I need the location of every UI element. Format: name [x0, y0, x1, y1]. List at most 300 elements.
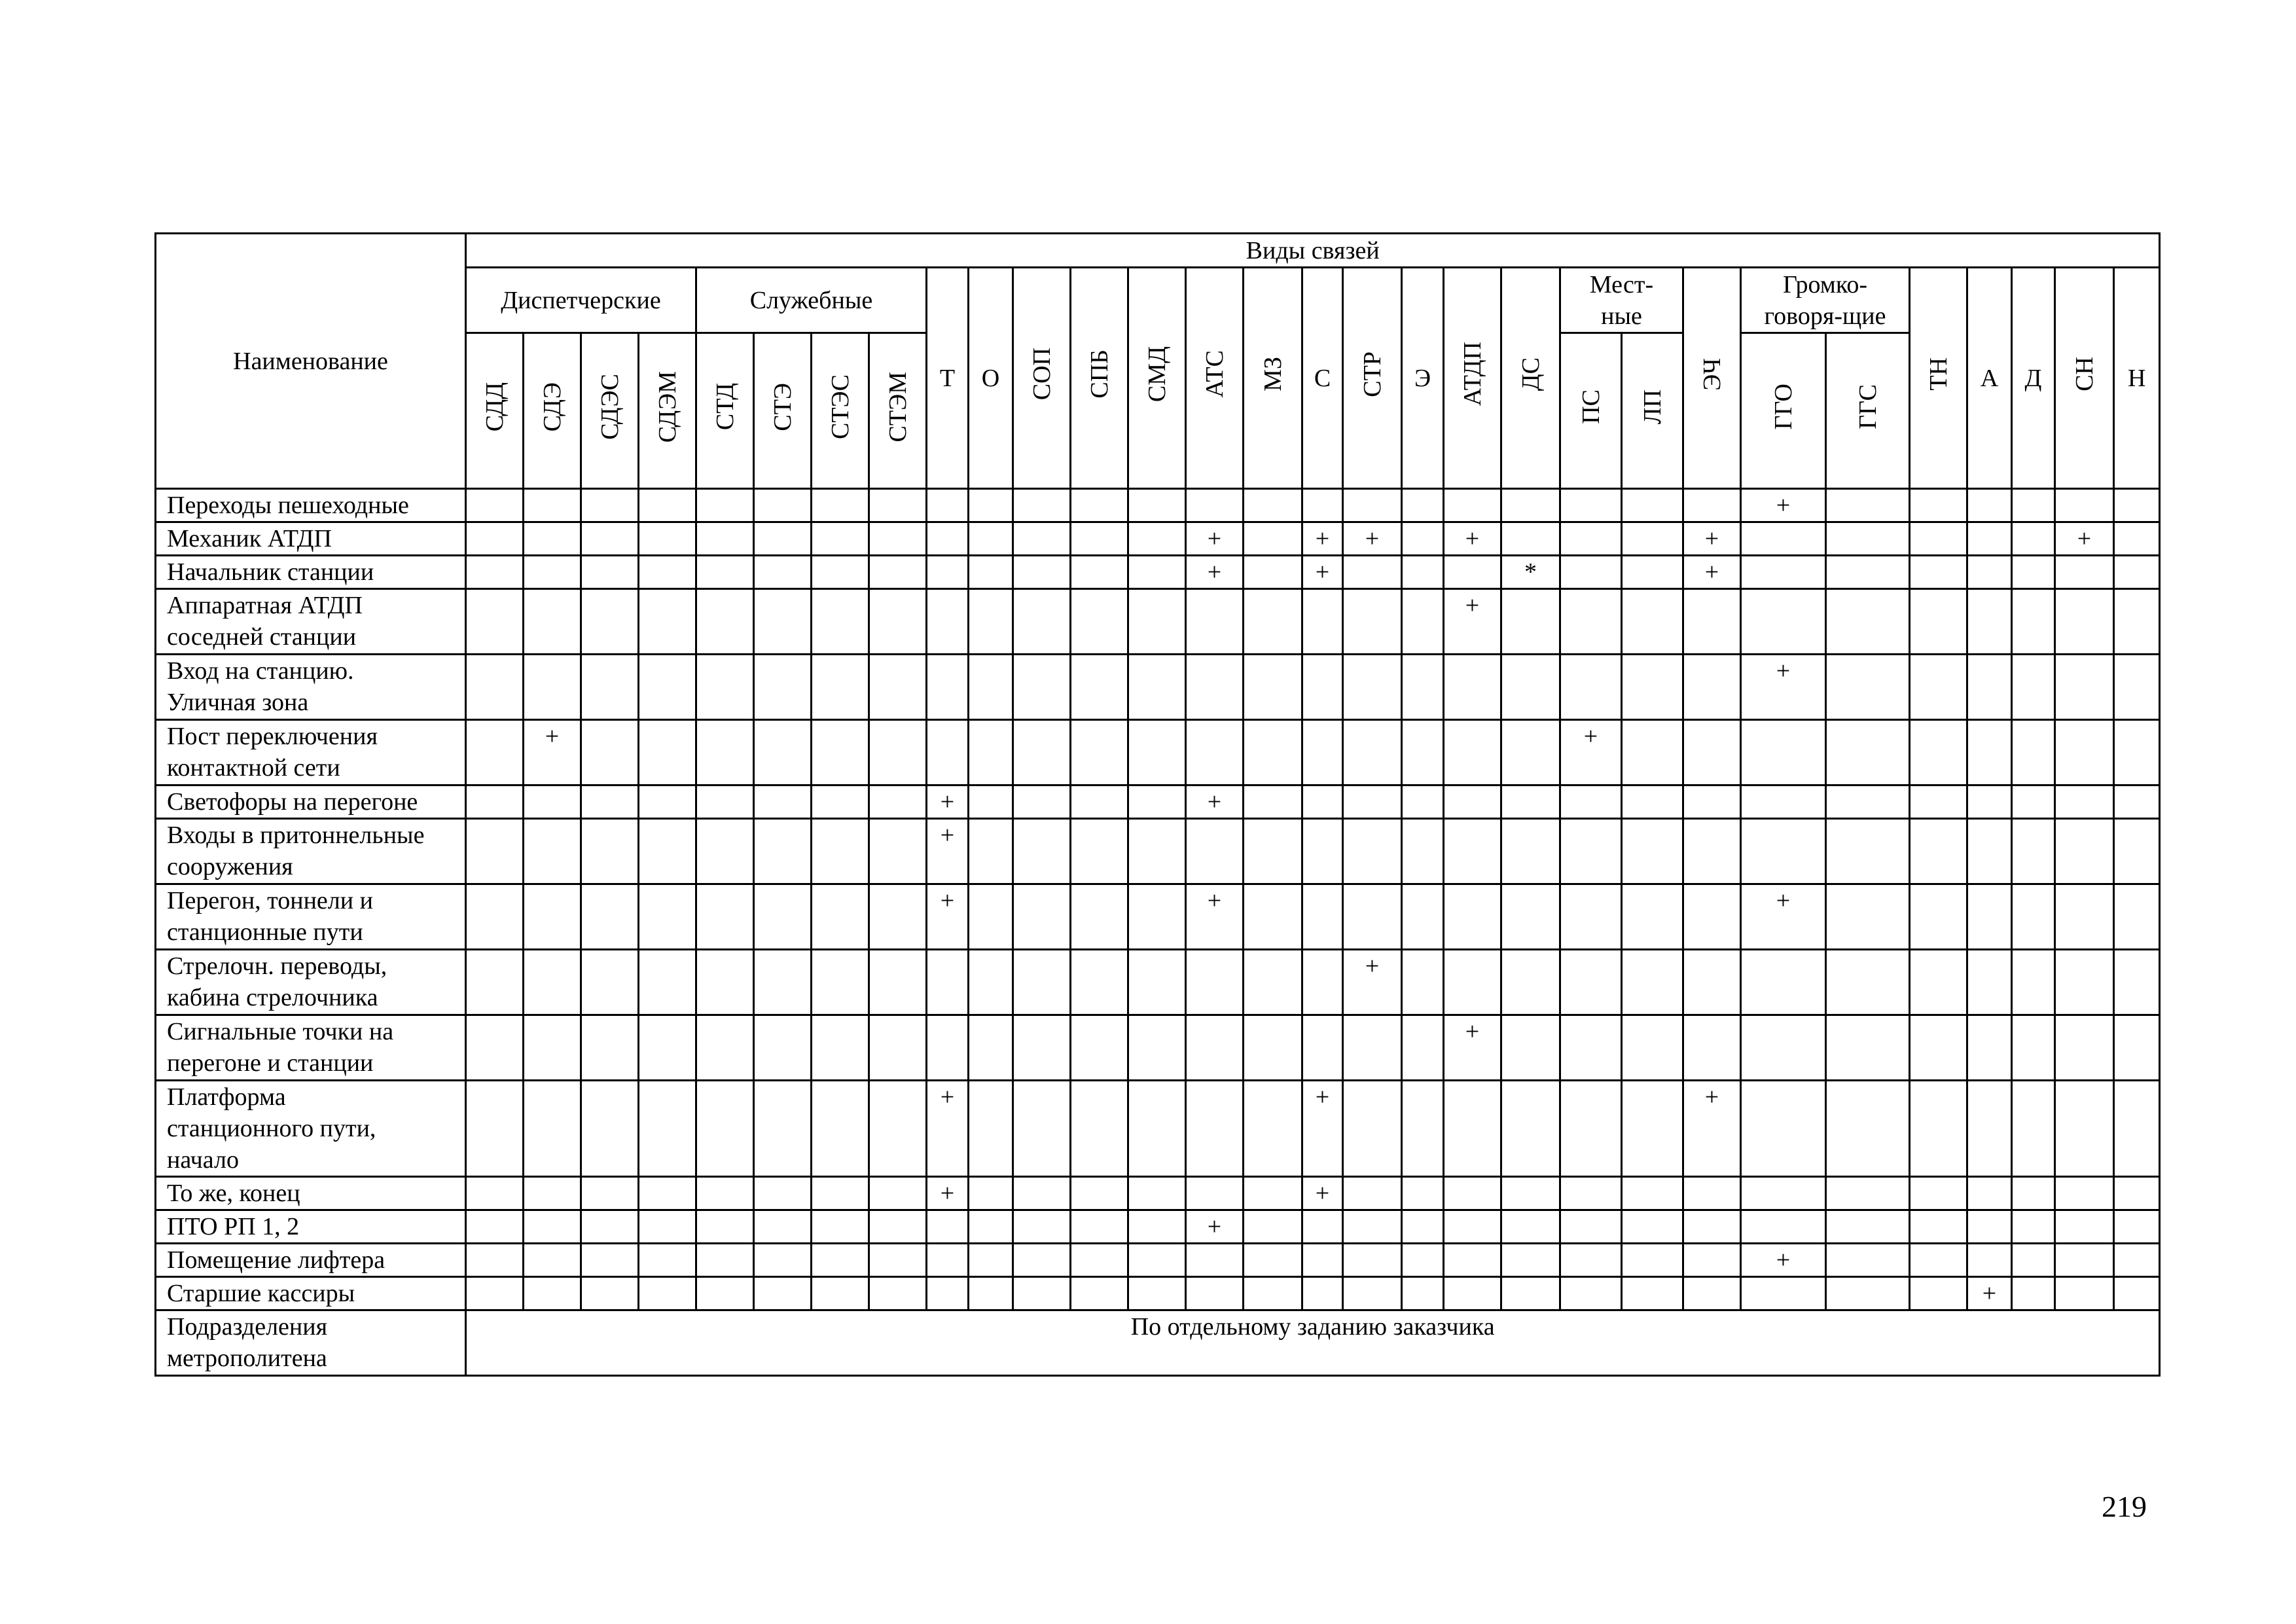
cell-сдэс [581, 1015, 639, 1081]
cell-с [1302, 655, 1343, 720]
cell-стэс [812, 950, 869, 1015]
cell-ггс [1826, 785, 1910, 819]
cell-сдд [466, 655, 524, 720]
cell-сн [2055, 1081, 2114, 1177]
cell-стд [696, 950, 754, 1015]
cell-о [969, 1277, 1013, 1310]
cell-атс [1186, 1277, 1244, 1310]
col-header-с: С [1302, 268, 1343, 489]
cell-сдэм [639, 1081, 696, 1177]
cell-с: + [1302, 1177, 1343, 1210]
cell-спб [1071, 720, 1128, 785]
cell-смд [1128, 950, 1186, 1015]
cell-сн [2055, 556, 2114, 589]
cell-смд [1128, 1277, 1186, 1310]
cell-стр [1343, 720, 1402, 785]
cell-соп [1013, 655, 1071, 720]
cell-н [2114, 522, 2160, 556]
cell-н [2114, 785, 2160, 819]
cell-сдэм [639, 556, 696, 589]
cell-гго [1741, 1210, 1826, 1244]
cell-э [1402, 819, 1444, 884]
cell-атдп [1444, 720, 1501, 785]
table-row [156, 1177, 2160, 1210]
cell-атс [1186, 1244, 1244, 1277]
cell-соп [1013, 1081, 1071, 1177]
row-name: ПТО РП 1, 2 [156, 1210, 466, 1244]
cell-н [2114, 1081, 2160, 1177]
cell-лп [1622, 720, 1683, 785]
cell-соп [1013, 785, 1071, 819]
cell-мз [1244, 655, 1302, 720]
cell-смд [1128, 556, 1186, 589]
cell-лп [1622, 522, 1683, 556]
cell-с [1302, 1244, 1343, 1277]
cell-стэ [754, 1244, 812, 1277]
cell-спб [1071, 589, 1128, 655]
cell-тн [1910, 522, 1967, 556]
cell-н [2114, 1277, 2160, 1310]
cell-пс [1560, 1277, 1622, 1310]
cell-стэ [754, 884, 812, 950]
col-header-стэ [754, 333, 812, 489]
cell-ггс [1826, 556, 1910, 589]
cell-соп [1013, 950, 1071, 1015]
cell-атдп [1444, 1210, 1501, 1244]
cell-сдэ [524, 1210, 581, 1244]
cell-с: + [1302, 556, 1343, 589]
table-row [156, 950, 2160, 1015]
cell-ггс [1826, 489, 1910, 522]
cell-эч [1683, 1210, 1741, 1244]
group-header-communication-types: Виды связей [466, 234, 2160, 268]
cell-пс [1560, 489, 1622, 522]
cell-лп [1622, 1177, 1683, 1210]
cell-соп [1013, 1177, 1071, 1210]
col-header-спб-label: СПБ [1085, 350, 1113, 399]
cell-а [1967, 489, 2012, 522]
cell-стэ [754, 1015, 812, 1081]
cell-смд [1128, 720, 1186, 785]
cell-смд [1128, 1244, 1186, 1277]
cell-стд [696, 1277, 754, 1310]
cell-стэ [754, 589, 812, 655]
cell-стр [1343, 1015, 1402, 1081]
cell-смд [1128, 1177, 1186, 1210]
cell-смд [1128, 1015, 1186, 1081]
cell-стэ [754, 1177, 812, 1210]
col-header-соп-label: СОП [1028, 348, 1056, 401]
cell-стэм [869, 884, 927, 950]
cell-ггс [1826, 1177, 1910, 1210]
cell-т [927, 1015, 969, 1081]
col-header-сн-label: СН [2070, 357, 2098, 391]
cell-атдп: + [1444, 522, 1501, 556]
cell-э [1402, 1081, 1444, 1177]
cell-лп [1622, 950, 1683, 1015]
cell-дс [1501, 1015, 1560, 1081]
customer-task-note: По отдельному заданию заказчика [466, 1310, 2160, 1376]
table-row [156, 1081, 2160, 1177]
cell-а [1967, 819, 2012, 884]
cell-атс: + [1186, 884, 1244, 950]
cell-смд [1128, 884, 1186, 950]
cell-ггс [1826, 589, 1910, 655]
cell-сн [2055, 489, 2114, 522]
cell-сдэс [581, 884, 639, 950]
cell-н [2114, 655, 2160, 720]
cell-соп [1013, 720, 1071, 785]
cell-сдд [466, 950, 524, 1015]
cell-пс [1560, 1081, 1622, 1177]
cell-мз [1244, 1081, 1302, 1177]
cell-стэм [869, 819, 927, 884]
cell-тн [1910, 1244, 1967, 1277]
cell-гго: + [1741, 489, 1826, 522]
col-header-стд-label: СТД [711, 383, 739, 431]
cell-сдэ: + [524, 720, 581, 785]
cell-стэм [869, 1081, 927, 1177]
cell-стэ [754, 556, 812, 589]
cell-о [969, 1244, 1013, 1277]
cell-стэс [812, 785, 869, 819]
col-header-соп [1013, 268, 1071, 489]
cell-стэм [869, 950, 927, 1015]
row-name: Светофоры на перегоне [156, 785, 466, 819]
cell-сн [2055, 1177, 2114, 1210]
cell-сдэ [524, 1244, 581, 1277]
cell-тн [1910, 489, 1967, 522]
cell-д [2012, 556, 2055, 589]
cell-д [2012, 522, 2055, 556]
cell-стэс [812, 1210, 869, 1244]
col-header-д: Д [2012, 268, 2055, 489]
cell-стэм [869, 489, 927, 522]
cell-н [2114, 950, 2160, 1015]
cell-с [1302, 1210, 1343, 1244]
col-header-мз [1244, 268, 1302, 489]
cell-тн [1910, 655, 1967, 720]
cell-сдд [466, 522, 524, 556]
cell-о [969, 522, 1013, 556]
cell-эч [1683, 1177, 1741, 1210]
cell-эч [1683, 884, 1741, 950]
cell-стд [696, 1244, 754, 1277]
cell-сн: + [2055, 522, 2114, 556]
cell-сн [2055, 950, 2114, 1015]
cell-стд [696, 884, 754, 950]
cell-атс [1186, 1081, 1244, 1177]
cell-стд [696, 522, 754, 556]
cell-а [1967, 556, 2012, 589]
cell-о [969, 589, 1013, 655]
cell-д [2012, 1244, 2055, 1277]
cell-пс [1560, 819, 1622, 884]
col-header-лп [1622, 333, 1683, 489]
cell-стэ [754, 655, 812, 720]
cell-атдп [1444, 1177, 1501, 1210]
cell-дс [1501, 655, 1560, 720]
cell-мз [1244, 950, 1302, 1015]
cell-д [2012, 1081, 2055, 1177]
cell-лп [1622, 1081, 1683, 1177]
col-header-сдэм [639, 333, 696, 489]
cell-сдэс [581, 589, 639, 655]
cell-атдп [1444, 1244, 1501, 1277]
cell-лп [1622, 1015, 1683, 1081]
cell-сдэс [581, 522, 639, 556]
cell-стэс [812, 556, 869, 589]
cell-сдэм [639, 819, 696, 884]
cell-мз [1244, 785, 1302, 819]
cell-эч [1683, 489, 1741, 522]
cell-мз [1244, 1277, 1302, 1310]
cell-мз [1244, 489, 1302, 522]
cell-тн [1910, 950, 1967, 1015]
cell-эч [1683, 1277, 1741, 1310]
cell-тн [1910, 785, 1967, 819]
cell-атдп [1444, 489, 1501, 522]
cell-стэм [869, 720, 927, 785]
cell-н [2114, 1177, 2160, 1210]
col-header-сдэм-label: СДЭМ [653, 370, 681, 443]
cell-соп [1013, 522, 1071, 556]
cell-д [2012, 1015, 2055, 1081]
col-header-стэс [812, 333, 869, 489]
cell-гго: + [1741, 1244, 1826, 1277]
cell-пс: + [1560, 720, 1622, 785]
table-row [156, 589, 2160, 655]
cell-сдэм [639, 720, 696, 785]
cell-стэ [754, 489, 812, 522]
cell-сдд [466, 819, 524, 884]
cell-о [969, 489, 1013, 522]
cell-сдэ [524, 1015, 581, 1081]
cell-стэс [812, 1081, 869, 1177]
cell-атдп [1444, 884, 1501, 950]
cell-э [1402, 1015, 1444, 1081]
cell-о [969, 1177, 1013, 1210]
cell-лп [1622, 1277, 1683, 1310]
cell-смд [1128, 589, 1186, 655]
cell-эч [1683, 720, 1741, 785]
cell-о [969, 1015, 1013, 1081]
cell-спб [1071, 655, 1128, 720]
cell-гго [1741, 1277, 1826, 1310]
cell-стэм [869, 589, 927, 655]
cell-а [1967, 1244, 2012, 1277]
cell-стд [696, 1210, 754, 1244]
cell-стр [1343, 819, 1402, 884]
cell-гго [1741, 589, 1826, 655]
cell-атс [1186, 720, 1244, 785]
cell-пс [1560, 655, 1622, 720]
cell-стэс [812, 1244, 869, 1277]
cell-т: + [927, 819, 969, 884]
cell-стр [1343, 489, 1402, 522]
cell-э [1402, 950, 1444, 1015]
cell-д [2012, 1277, 2055, 1310]
cell-стд [696, 785, 754, 819]
cell-д [2012, 1177, 2055, 1210]
cell-дс [1501, 522, 1560, 556]
cell-эч: + [1683, 522, 1741, 556]
cell-сдэ [524, 950, 581, 1015]
cell-а [1967, 884, 2012, 950]
cell-т: + [927, 884, 969, 950]
col-header-дс-label: ДС [1516, 357, 1545, 391]
col-header-атдп-label: АТДП [1458, 342, 1486, 406]
col-header-стр [1343, 268, 1402, 489]
cell-стр [1343, 884, 1402, 950]
col-header-н: Н [2114, 268, 2160, 489]
table-row [156, 785, 2160, 819]
cell-стд [696, 556, 754, 589]
cell-стэс [812, 884, 869, 950]
row-name: Механик АТДП [156, 522, 466, 556]
cell-эч: + [1683, 1081, 1741, 1177]
cell-т [927, 720, 969, 785]
cell-тн [1910, 1081, 1967, 1177]
col-header-а: А [1967, 268, 2012, 489]
cell-спб [1071, 1177, 1128, 1210]
cell-стр [1343, 1277, 1402, 1310]
cell-с [1302, 1015, 1343, 1081]
cell-смд [1128, 655, 1186, 720]
cell-э [1402, 785, 1444, 819]
cell-стд [696, 1015, 754, 1081]
col-header-эч [1683, 268, 1741, 489]
cell-д [2012, 1210, 2055, 1244]
cell-мз [1244, 1210, 1302, 1244]
cell-о [969, 785, 1013, 819]
col-header-т: Т [927, 268, 969, 489]
cell-а [1967, 950, 2012, 1015]
cell-э [1402, 1244, 1444, 1277]
cell-т [927, 655, 969, 720]
cell-стэм [869, 556, 927, 589]
cell-спб [1071, 556, 1128, 589]
cell-сдэм [639, 489, 696, 522]
cell-э [1402, 884, 1444, 950]
cell-о [969, 1081, 1013, 1177]
col-header-лп-label: ЛП [1638, 389, 1666, 425]
cell-стэ [754, 522, 812, 556]
cell-эч [1683, 950, 1741, 1015]
cell-с [1302, 1277, 1343, 1310]
cell-сдэм [639, 1277, 696, 1310]
col-header-стэс-label: СТЭС [826, 374, 854, 439]
cell-спб [1071, 1277, 1128, 1310]
cell-стэм [869, 785, 927, 819]
cell-э [1402, 1210, 1444, 1244]
cell-стэс [812, 522, 869, 556]
cell-спб [1071, 489, 1128, 522]
cell-сдэс [581, 556, 639, 589]
cell-стэ [754, 1081, 812, 1177]
cell-сдэ [524, 1277, 581, 1310]
cell-стэс [812, 720, 869, 785]
cell-сдэс [581, 1210, 639, 1244]
cell-эч [1683, 655, 1741, 720]
cell-дс [1501, 489, 1560, 522]
col-header-сдэс-label: СДЭС [596, 374, 624, 440]
cell-сн [2055, 1210, 2114, 1244]
cell-спб [1071, 785, 1128, 819]
cell-мз [1244, 1015, 1302, 1081]
cell-т [927, 1210, 969, 1244]
cell-смд [1128, 1210, 1186, 1244]
cell-н [2114, 489, 2160, 522]
cell-тн [1910, 589, 1967, 655]
cell-тн [1910, 556, 1967, 589]
cell-н [2114, 556, 2160, 589]
cell-сдд [466, 1244, 524, 1277]
cell-лп [1622, 556, 1683, 589]
cell-спб [1071, 950, 1128, 1015]
row-name: То же, конец [156, 1177, 466, 1210]
cell-сдэс [581, 489, 639, 522]
cell-сн [2055, 1015, 2114, 1081]
col-header-дс [1501, 268, 1560, 489]
cell-сдд [466, 556, 524, 589]
cell-лп [1622, 655, 1683, 720]
cell-дс: * [1501, 556, 1560, 589]
table-row-last [156, 1310, 2160, 1376]
cell-атс: + [1186, 556, 1244, 589]
cell-пс [1560, 785, 1622, 819]
cell-сдд [466, 884, 524, 950]
table-row [156, 522, 2160, 556]
cell-о [969, 1210, 1013, 1244]
cell-т [927, 1277, 969, 1310]
cell-т [927, 489, 969, 522]
cell-стр [1343, 785, 1402, 819]
cell-эч [1683, 1015, 1741, 1081]
col-header-э: Э [1402, 268, 1444, 489]
cell-э [1402, 1177, 1444, 1210]
cell-д [2012, 489, 2055, 522]
cell-гго [1741, 1015, 1826, 1081]
cell-ггс [1826, 655, 1910, 720]
cell-тн [1910, 1277, 1967, 1310]
row-name: Входы в притоннельные сооружения [156, 819, 466, 884]
cell-спб [1071, 884, 1128, 950]
cell-стр [1343, 655, 1402, 720]
cell-спб [1071, 819, 1128, 884]
cell-соп [1013, 1277, 1071, 1310]
cell-стд [696, 1177, 754, 1210]
cell-т [927, 589, 969, 655]
cell-стэ [754, 1210, 812, 1244]
cell-гго: + [1741, 884, 1826, 950]
cell-сдд [466, 1277, 524, 1310]
cell-стэм [869, 655, 927, 720]
col-header-сдд [466, 333, 524, 489]
cell-соп [1013, 489, 1071, 522]
col-header-эч-label: ЭЧ [1698, 357, 1726, 391]
cell-стэм [869, 1277, 927, 1310]
cell-а [1967, 1081, 2012, 1177]
col-header-стр-label: СТР [1358, 351, 1386, 397]
cell-н [2114, 1244, 2160, 1277]
col-header-тн [1910, 268, 1967, 489]
cell-сн [2055, 589, 2114, 655]
table-row [156, 819, 2160, 884]
cell-лп [1622, 489, 1683, 522]
cell-ггс [1826, 720, 1910, 785]
cell-дс [1501, 1277, 1560, 1310]
